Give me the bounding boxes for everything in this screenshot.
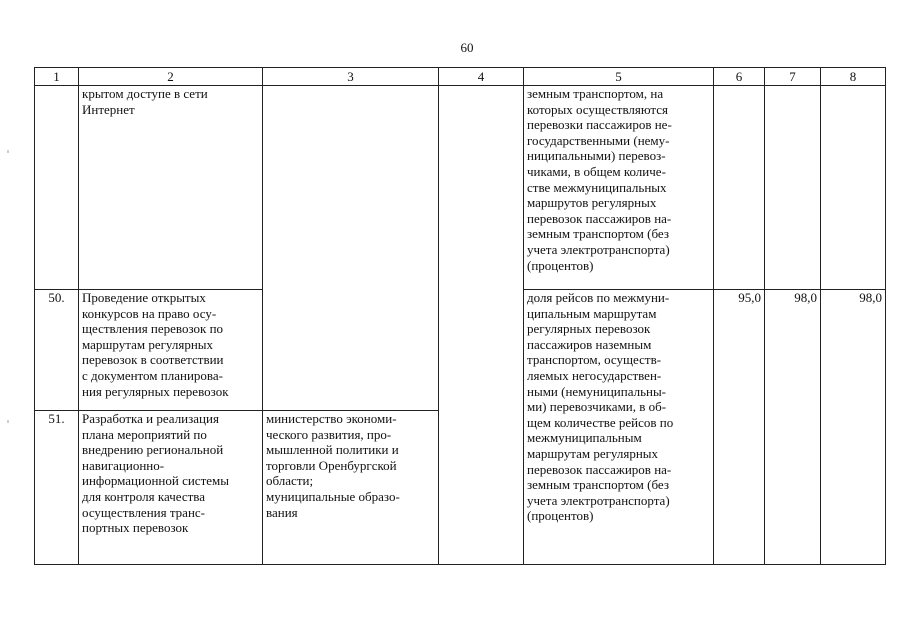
continuation-value-7-cell — [765, 86, 821, 290]
column-header-3: 3 — [263, 68, 439, 86]
continuation-description-cell: крытом доступе в сети Интернет — [79, 86, 263, 290]
row-50-responsible-cell — [263, 290, 439, 411]
continuation-responsible-cell — [263, 86, 439, 290]
row-51-number: 51. — [35, 411, 79, 565]
continuation-indicator-cell: земным транспортом, на которых осуществляются перевозки пассажиров не- государственными (нему- ниципальными) перевоз- чиками, в общем количе- стве межмуниципальных маршрутов регулярных перевозок пассажиров на- земным транспортом (без учета электротранспорта) (процентов) — [524, 86, 714, 290]
page-number: 60 — [460, 40, 474, 55]
column-header-4: 4 — [439, 68, 524, 86]
continuation-value-8-cell — [821, 86, 886, 290]
column-header-2: 2 — [79, 68, 263, 86]
row-50-value-6: 95,0 — [714, 290, 765, 565]
column-header-6: 6 — [714, 68, 765, 86]
row-50-number: 50. — [35, 290, 79, 411]
row-51-responsible: министерство экономи- ческого развития, про- мышленной политики и торговли Оренбургской области; муниципальные образо- вания — [263, 411, 439, 565]
row-50-value-8: 98,0 — [821, 290, 886, 565]
scan-speck — [7, 150, 9, 153]
row-50-value-7: 98,0 — [765, 290, 821, 565]
continuation-number-cell — [35, 86, 79, 290]
row-50-indicator: доля рейсов по межмуни- ципальным маршрутам регулярных перевозок пассажиров наземным транспортом, осуществ- ляемых негосударствен- ными (немуниципальны- ми) перевозчиками, в об- щем количестве рейсов по межмуниципальным маршрутам регулярных перевозок пассажиров на- земным транспортом (без учета электротранспорта) (процентов) — [524, 290, 714, 565]
column-header-5: 5 — [524, 68, 714, 86]
row-50-description: Проведение открытых конкурсов на право осу- ществления перевозок по маршрутам регулярных перевозок в соответствии с документом планирова- ния регулярных перевозок — [79, 290, 263, 411]
measures-table — [34, 67, 886, 565]
continuation-row — [35, 86, 886, 290]
column-header-8: 8 — [821, 68, 886, 86]
scan-speck — [7, 420, 9, 423]
continuation-value-6-cell — [714, 86, 765, 290]
column-header-1: 1 — [35, 68, 79, 86]
deadline-cell — [439, 86, 524, 565]
column-header-7: 7 — [765, 68, 821, 86]
row-51-description: Разработка и реализация плана мероприятий по внедрению региональной навигационно- информационной системы для контроля качества осуществления транс- портных перевозок — [79, 411, 263, 565]
column-number-header-row — [35, 68, 886, 86]
